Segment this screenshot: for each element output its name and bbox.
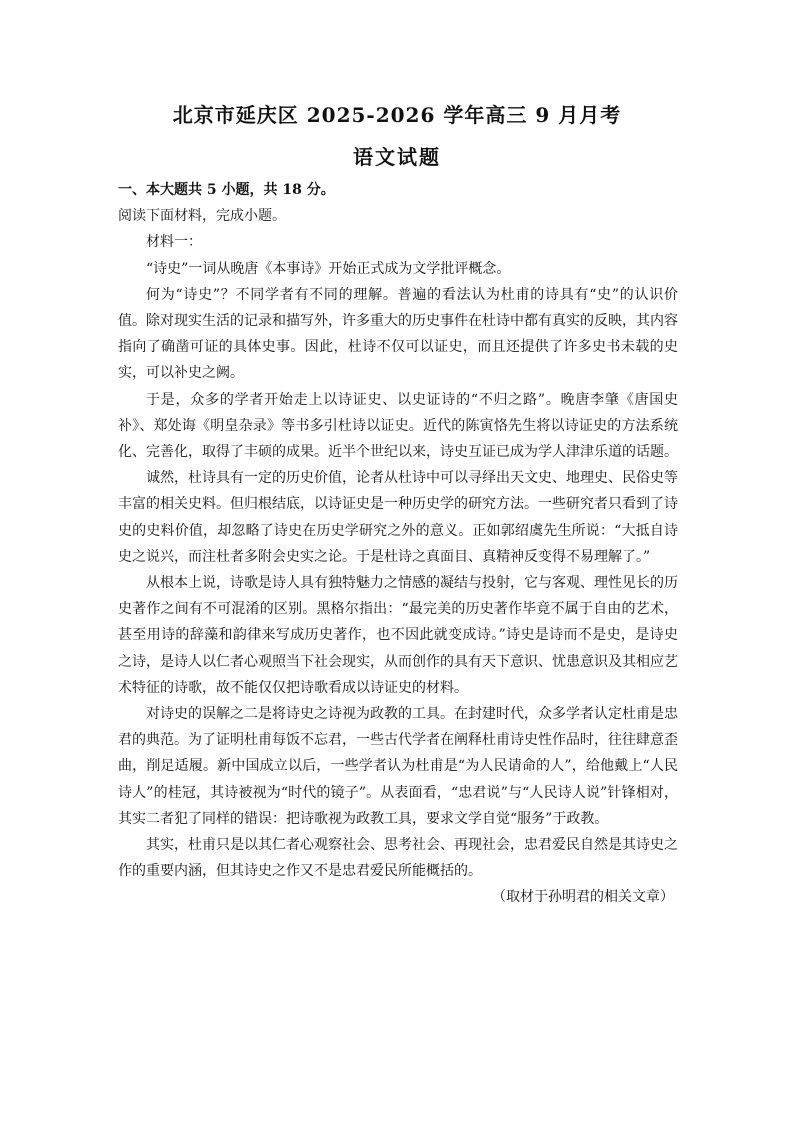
source-note: （取材于孙明君的相关文章） — [492, 889, 674, 906]
paragraph: 其实，杜甫只是以其仁者心观察社会、思考社会、再现社会，忠君爱民自然是其诗史之作的重要内涵，但其诗史之作又不是忠君爱民所能概括的。 — [118, 837, 678, 880]
paragraph: 诚然，杜诗具有一定的历史价值，论者从杜诗中可以寻绎出天文史、地理史、民俗史等丰富的相关史料。但归根结底，以诗证史是一种历史学的研究方法。一些研究者只看到了诗史的史料价值，却忽略了诗史在历史学研究之外的意义。正如郭绍虞先生所说：“大抵自诗史之说兴，而注杜者多附会史实之论。于是杜诗之真面目、真精神反变得不易理解了。” — [118, 470, 678, 565]
paragraph: “诗史”一词从晚唐《本事诗》开始正式成为文学批评概念。 — [146, 260, 511, 277]
paragraph: 从根本上说，诗歌是诗人具有独特魅力之情感的凝结与投射，它与客观、理性见长的历史著作之间有不可混淆的区别。黑格尔指出：“最完美的历史著作毕竟不属于自由的艺术，甚至用诗的辞藻和韵律来写成历史著作，也不因此就变成诗。”诗史是诗而不是史，是诗史之诗，是诗人以仁者心观照当下社会现实，从而创作的具有天下意识、忧患意识及其相应艺术特征的诗歌，故不能仅仅把诗歌看成以诗证史的材料。 — [118, 575, 678, 696]
paragraph: 何为“诗史”？不同学者有不同的理解。普遍的看法认为杜甫的诗具有“史”的认识价值。除对现实生活的记录和描写外，许多重大的历史事件在杜诗中都有真实的反映，其内容指向了确凿可证的具体史事。因此，杜诗不仅可以证史，而且还提供了许多史书未载的史实，可以补史之阙。 — [118, 286, 678, 382]
page-subtitle: 语文试题 — [353, 145, 441, 169]
section-heading: 一、本大题共 5 小题，共 18 分。 — [118, 182, 335, 198]
paragraph: 于是，众多的学者开始走上以诗证史、以史证诗的“不归之路”。晚唐李肇《唐国史补》、郑处诲《明皇杂录》等书多引杜诗以证史。近代的陈寅恪先生将以诗证史的方法系统化、完善化，取得了丰硕的成果。近半个世纪以来，诗史互证已成为学人津津乐道的话题。 — [118, 391, 678, 461]
page-title: 北京市延庆区 2025-2026 学年高三 9 月月考 — [172, 103, 622, 127]
passage-body — [118, 177, 678, 911]
section-instruction: 阅读下面材料，完成小题。 — [118, 208, 286, 225]
material-label: 材料一： — [146, 234, 202, 251]
paragraph: 对诗史的误解之二是将诗史之诗视为政教的工具。在封建时代，众多学者认定杜甫是忠君的典范。为了证明杜甫每饭不忘君，一些古代学者在阐释杜甫诗史性作品时，往往肆意歪曲，削足适履。新中国成立以后，一些学者认为杜甫是“为人民请命的人”，给他戴上“人民诗人”的桂冠，其诗被视为“时代的镜子”。从表面看，“忠君说”与“人民诗人说”针锋相对，其实二者犯了同样的错误：把诗歌视为政教工具，要求文学自觉“服务”于政教。 — [118, 706, 678, 827]
